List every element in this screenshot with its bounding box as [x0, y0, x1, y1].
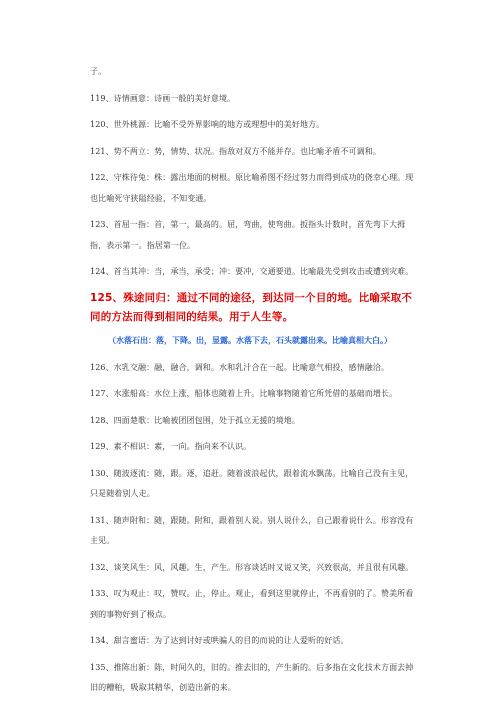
entry-paragraph: 134、甜言蜜语：为了达到讨好或哄骗人的目的而说的让人爱听的好话。	[90, 636, 349, 645]
highlighted-entry: 125、殊途同归：通过不同的途径，到达同一个目的地。比喻采取不同的方法而得到相同的结果。用于人生等。	[90, 291, 413, 323]
entry-paragraph: 126、水乳交融：融，融合，调和。水和乳汁合在一起。比喻意气相投，感情融洽。	[90, 362, 390, 372]
entry-paragraph: 122、守株待兔：株：露出地面的树根。原比喻希图不经过努力而得到成功的侥幸心理。现也比喻死守狭隘经验，不知变通。	[90, 173, 414, 203]
entry-paragraph: 子。	[90, 67, 107, 76]
entry-paragraph: 131、随声附和：随，跟随。附和，跟着别人说。别人说什么，自己跟着说什么。形容没有主见。	[90, 515, 414, 545]
entry-paragraph: 132、谈笑风生：风，风趣。生，产生。形容谈话时又说又笑，兴致很高，并且很有风趣。	[90, 562, 414, 572]
entry-paragraph: 127、水涨船高：水位上涨，船体也随着上升。比喻事物随着它所凭借的基础而增长。	[90, 389, 398, 398]
entry-paragraph: 128、四面楚歌：比喻被团团包围，处于孤立无援的境地。	[90, 415, 300, 425]
entry-paragraph: 135、推陈出新：陈，时间久的，旧的。推去旧的，产生新的。后多指在文化技术方面去掉旧的糟粕，吸取其精华，创造出新的来。	[90, 662, 414, 692]
entry-paragraph: 123、首屈一指：首，第一，最高的。屈，弯曲，使弯曲。扳指头计数时，首先弯下大拇指，表示第一。指居第一位。	[90, 220, 406, 250]
entry-paragraph: 121、势不两立：势，情势、状况。指敌对双方不能并存。也比喻矛盾不可调和。	[90, 146, 381, 156]
entry-paragraph: 120、世外桃源：比喻不受外界影响的地方或理想中的美好地方。	[90, 120, 325, 129]
entry-paragraph: 124、首当其冲：当，承当，承受；冲：要冲，交通要道。比喻最先受到攻击或遭到灾难。	[90, 267, 414, 276]
document-body	[90, 62, 420, 705]
entry-paragraph: 130、随波逐流：随，跟。逐，追赶。随着波浪起伏，跟着流水飘荡。比喻自己没有主见，只是随着别人走。	[90, 468, 414, 498]
entry-paragraph: 119、诗情画意：诗画一般的美好意境。	[90, 93, 236, 103]
entry-paragraph: 133、叹为观止：叹，赞叹。止，停止。观止，看到这里就停止，不再看别的了。赞美所看到的事物好到了极点。	[90, 589, 414, 619]
blue-note: （水落石出：落，下降。出，显露。水落下去，石头就露出来。比喻真相大白。）	[108, 335, 392, 345]
entry-paragraph: 129、素不相识：素，一向。指向来不认识。	[90, 442, 252, 451]
